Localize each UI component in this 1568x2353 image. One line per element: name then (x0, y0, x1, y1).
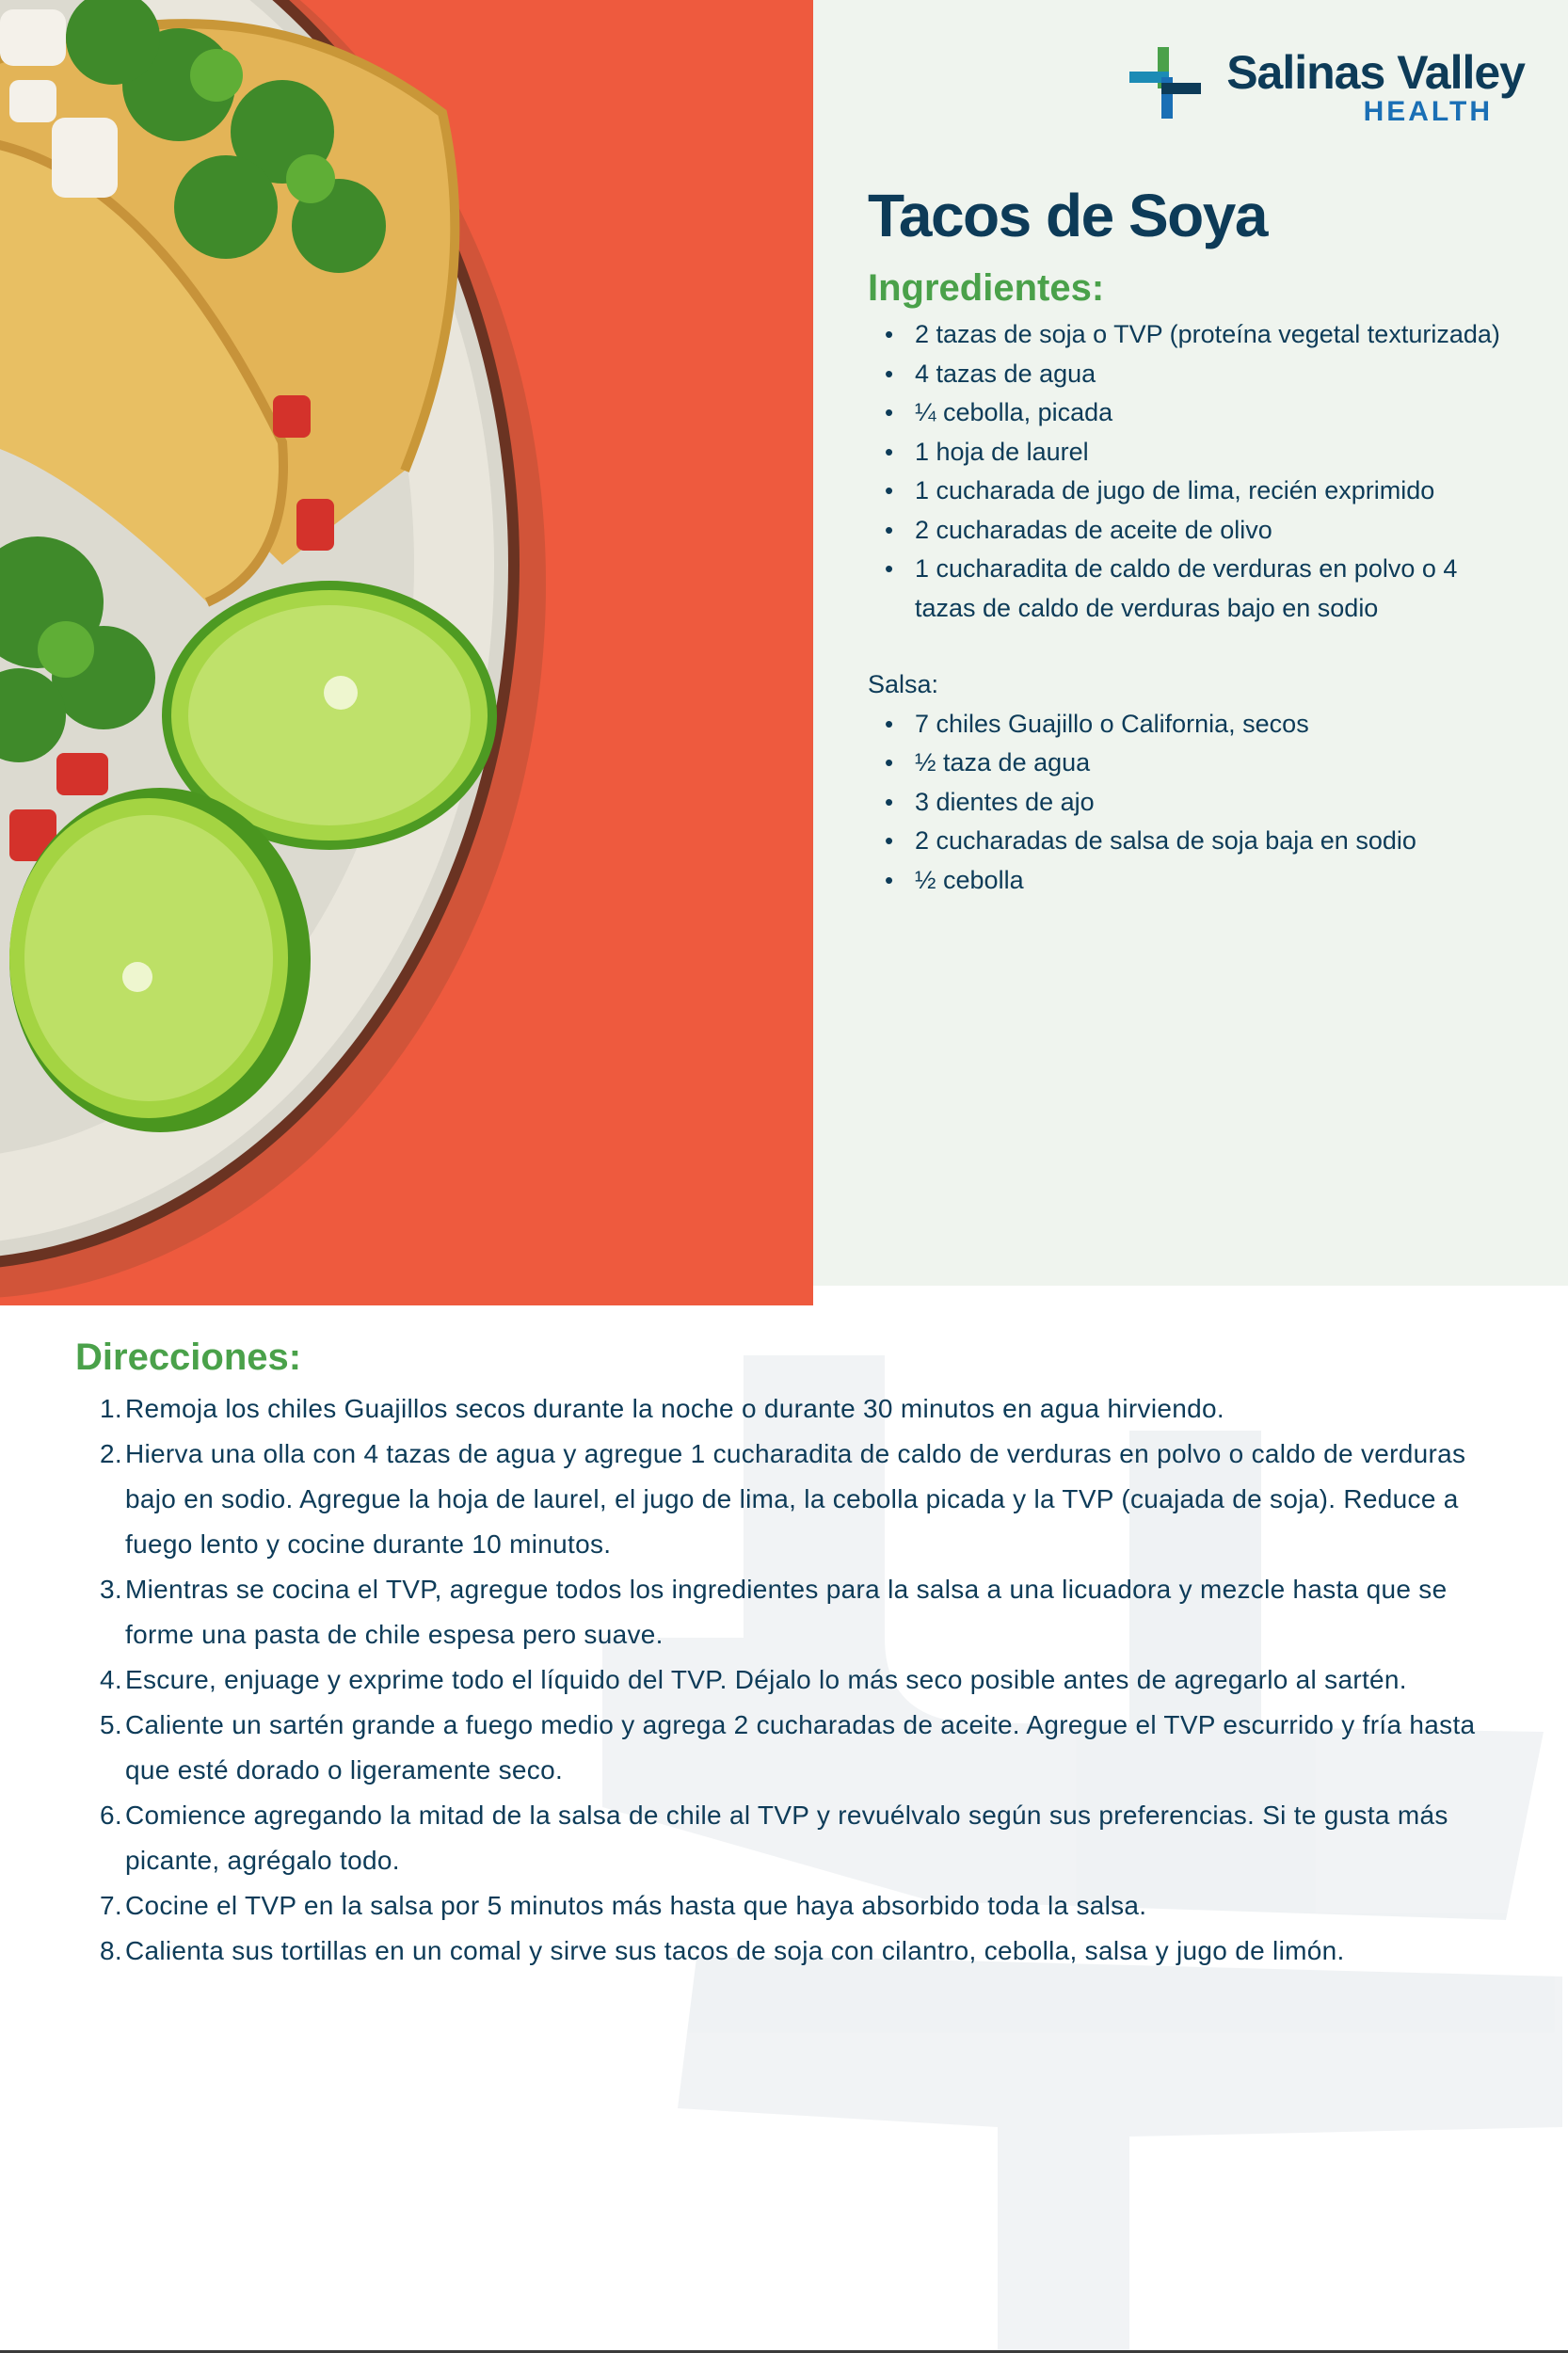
ingredient-item: • 4 tazas de agua (915, 355, 1555, 394)
salsa-item: • 3 dientes de ajo (915, 783, 1555, 823)
ingredient-item: • ¼ cebolla, picada (915, 393, 1555, 433)
step-text: Caliente un sartén grande a fuego medio y agrega 2 cucharadas de aceite. Agregue el TVP escurrido y fría hasta que esté dorado o ligeramente seco. (125, 1710, 1476, 1785)
tacos-photo (0, 0, 813, 1305)
brand-logo (1129, 45, 1525, 130)
cross-logo-icon (1129, 47, 1201, 119)
salsa-item: • 7 chiles Guajillo o California, secos (915, 705, 1555, 744)
directions-heading: Direcciones: (75, 1337, 302, 1378)
direction-step (75, 1703, 1515, 1793)
step-text: Calienta sus tortillas en un comal y sirve sus tacos de soja con cilantro, cebolla, salsa y jugo de limón. (125, 1936, 1345, 1965)
salsa-item: • ½ cebolla (915, 861, 1555, 901)
step-text: Hierva una olla con 4 tazas de agua y agregue 1 cucharadita de caldo de verduras en polvo o caldo de verduras bajo en sodio. Agregue la hoja de laurel, el jugo de lima, la cebolla picada y la TVP (cuajada de soja). Reduce a fuego lento y cocine durante 10 minutos. (125, 1439, 1466, 1559)
step-number: 6. (100, 1801, 122, 1830)
ingredient-item: • 1 cucharadita de caldo de verduras en polvo o 4 tazas de caldo de verduras bajo en sodio (915, 550, 1461, 628)
directions-list (75, 1386, 1515, 1974)
step-number: 2. (100, 1439, 122, 1468)
step-number: 7. (100, 1891, 122, 1920)
ingredient-item: • 1 cucharada de jugo de lima, recién exprimido (915, 472, 1555, 511)
ingredients-section (868, 267, 1555, 900)
direction-step (75, 1432, 1515, 1567)
salsa-item: • ½ taza de agua (915, 744, 1555, 783)
step-text: Escure, enjuage y exprime todo el líquido del TVP. Déjalo lo más seco posible antes de agregarlo al sartén. (125, 1665, 1407, 1694)
salsa-label: Salsa: (868, 670, 939, 698)
step-text: Remoja los chiles Guajillos secos durante la noche o durante 30 minutos en agua hirviendo. (125, 1394, 1224, 1423)
step-number: 1. (100, 1394, 122, 1423)
salsa-item: • 2 cucharadas de salsa de soja baja en sodio (915, 822, 1555, 861)
ingredients-list (868, 315, 1555, 628)
brand-name: Salinas Valley (1226, 46, 1525, 99)
ingredient-item: • 2 cucharadas de aceite de olivo (915, 511, 1555, 551)
step-number: 5. (100, 1710, 122, 1739)
brand-sub: HEALTH (1363, 96, 1493, 127)
salsa-list (868, 705, 1555, 901)
step-text: Mientras se cocina el TVP, agregue todos los ingredientes para la salsa a una licuadora y mezcle hasta que se forme una pasta de chile espesa pero suave. (125, 1575, 1448, 1649)
step-text: Cocine el TVP en la salsa por 5 minutos más hasta que haya absorbido toda la salsa. (125, 1891, 1147, 1920)
direction-step (75, 1657, 1515, 1703)
direction-step (75, 1929, 1515, 1974)
step-text: Comience agregando la mitad de la salsa de chile al TVP y revuélvalo según sus preferencias. Si te gusta más picante, agrégalo todo. (125, 1801, 1448, 1875)
direction-step (75, 1567, 1515, 1657)
direction-step (75, 1386, 1515, 1432)
directions-section (75, 1337, 1515, 1974)
step-number: 3. (100, 1575, 122, 1604)
info-panel (813, 0, 1568, 1286)
direction-step (75, 1883, 1515, 1929)
step-number: 4. (100, 1665, 122, 1694)
step-number: 8. (100, 1936, 122, 1965)
ingredient-item: • 2 tazas de soja o TVP (proteína vegetal texturizada) (915, 315, 1555, 355)
ingredients-heading: Ingredientes: (868, 267, 1105, 309)
direction-step (75, 1793, 1515, 1883)
recipe-title: Tacos de Soya (868, 182, 1267, 249)
ingredient-item: • 1 hoja de laurel (915, 433, 1555, 472)
